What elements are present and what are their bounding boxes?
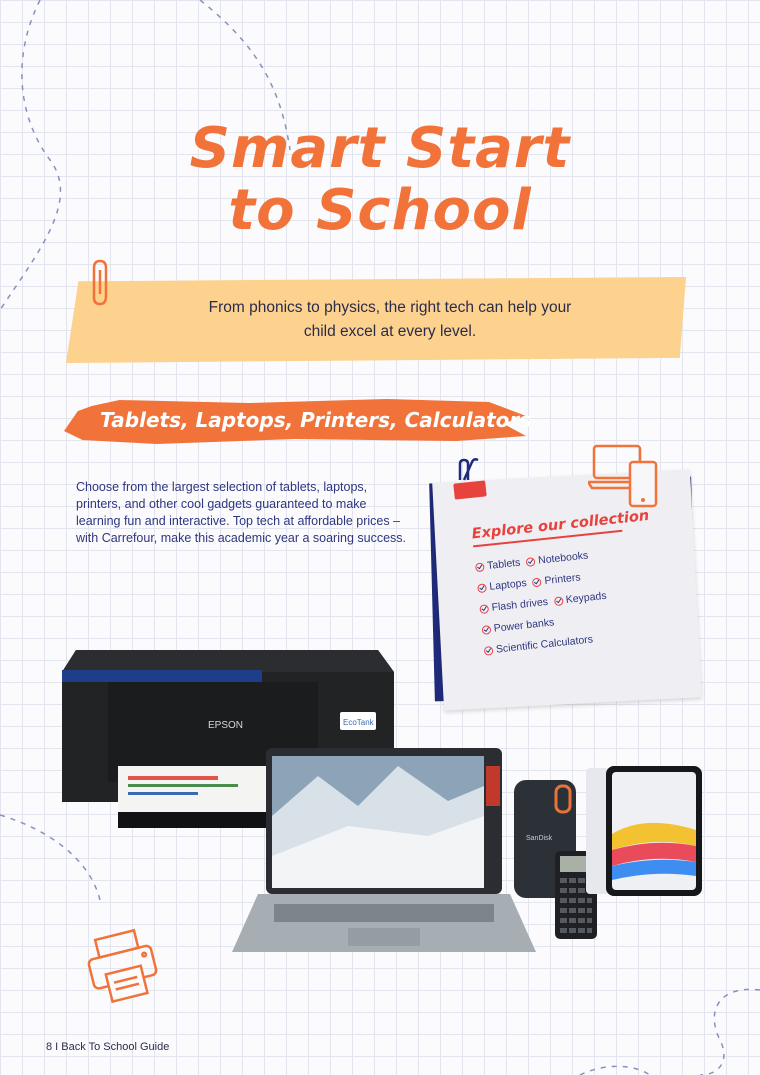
banner-text	[180, 296, 600, 344]
check-icon	[526, 557, 536, 567]
check-icon	[477, 583, 487, 593]
check-icon	[553, 596, 563, 606]
page-title	[130, 118, 630, 242]
paperclip-icon	[86, 258, 114, 310]
check-icon	[481, 625, 491, 635]
ssd-brand: SanDisk	[526, 835, 553, 842]
collection-item-flash-drives: Flash drives	[479, 596, 548, 615]
binder-clip-icon	[450, 458, 490, 504]
banner-line-2: child excel at every level.	[303, 323, 477, 340]
collection-item-notebooks: Notebooks	[526, 549, 589, 567]
intro-paragraph: Choose from the largest selection of tablets, laptops, printers, and other cool gadgets guaranteed to make learning fun and interactive. Top tech at affordable prices – with Carrefour, make this academic year a soaring success.	[76, 480, 406, 545]
printer-icon	[82, 924, 164, 1006]
section-heading: Tablets, Laptops, Printers, Calculators	[100, 408, 532, 432]
check-icon	[532, 577, 542, 587]
laptop-tablet-icon	[588, 442, 662, 508]
check-icon	[484, 645, 494, 655]
title-line-1: Smart Start	[189, 116, 571, 181]
collection-item-tablets: Tablets	[475, 557, 521, 574]
banner-line-1: From phonics to physics, the right tech can help your	[208, 299, 572, 316]
collection-item-keypads: Keypads	[553, 590, 607, 607]
title-line-2: to School	[228, 178, 532, 243]
printer-badge: EcoTank	[343, 718, 374, 727]
printer-brand: EPSON	[208, 720, 244, 731]
check-icon	[479, 604, 489, 614]
check-icon	[475, 562, 485, 572]
lenovo-laptop-image	[228, 746, 538, 958]
collection-item-printers: Printers	[532, 571, 581, 588]
collection-item-laptops: Laptops	[477, 577, 527, 594]
collection-item-scientific-calculators: Scientific Calculators	[483, 633, 593, 656]
collection-title: Explore our collection	[471, 507, 650, 543]
collection-item-power-banks: Power banks	[481, 616, 555, 636]
page-footer: 8 I Back To School Guide	[46, 1041, 170, 1053]
ipad-tablet-image	[584, 764, 704, 898]
